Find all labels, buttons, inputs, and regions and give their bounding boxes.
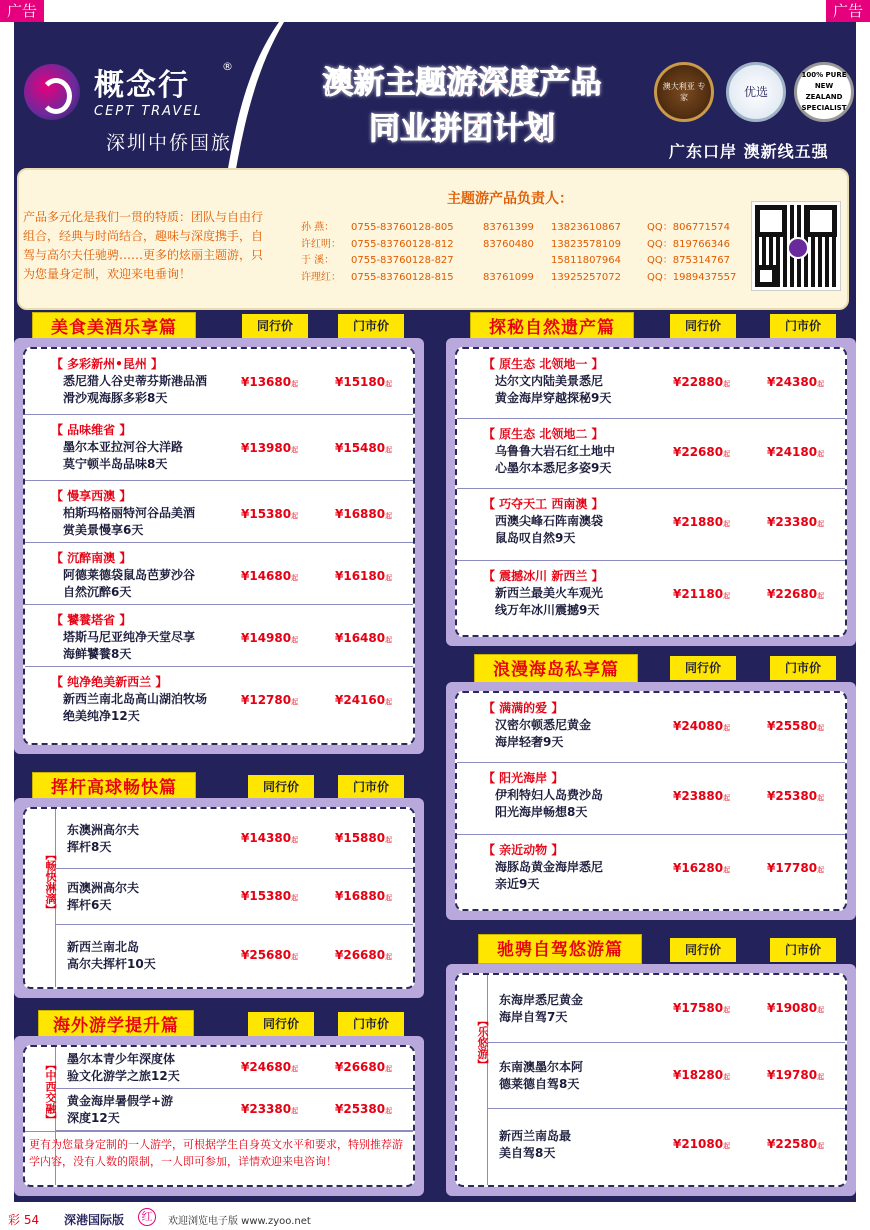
retail-price-value: ¥23380 [767, 515, 818, 529]
retail-price [335, 889, 392, 903]
product-name-line-2: 阳光海岸畅想8天 [495, 805, 588, 819]
price-unit-label: 起 [723, 1073, 731, 1081]
side-label: 【畅快淋漓】 [44, 849, 57, 915]
product-tag: 【 多彩新州•昆州 】 [51, 357, 164, 371]
contact-name: 许理红： [301, 271, 341, 283]
info-panel [17, 168, 849, 310]
peer-price [241, 1102, 298, 1116]
price-unit-label: 起 [817, 1142, 825, 1150]
red-circle-icon: 红 [138, 1208, 156, 1226]
retail-price-value: ¥22580 [767, 1137, 818, 1151]
website-text: 欢迎浏览电子版 www.zyoo.net [168, 1216, 311, 1227]
product-tag: 【 品味维省 】 [51, 423, 132, 437]
peer-price [241, 569, 298, 583]
section-frame-study [14, 1036, 424, 1196]
product-row [25, 349, 413, 415]
retail-price [335, 693, 392, 707]
product-card-nature [455, 347, 847, 637]
retail-price [767, 1068, 824, 1082]
peer-price-value: ¥22680 [673, 445, 724, 459]
peer-price [673, 861, 730, 875]
product-name-line-2: 挥杆8天 [67, 840, 112, 854]
peer-price-value: ¥18280 [673, 1068, 724, 1082]
price-unit-label: 起 [291, 894, 299, 902]
product-tag: 【 沉醉南澳 】 [51, 551, 132, 565]
product-tag: 【 饕餮塔省 】 [51, 613, 132, 627]
contacts-title: 主题游产品负责人： [447, 191, 573, 207]
contact-fax: 83761099 [483, 271, 534, 283]
price-unit-label: 起 [291, 574, 299, 582]
peer-price-label: 同行价 [248, 1012, 314, 1036]
product-name-line-1: 塔斯马尼亚纯净天堂尽享 [63, 630, 196, 644]
retail-price-value: ¥24180 [767, 445, 818, 459]
section-title-island: 浪漫海岛私享篇 [474, 654, 638, 684]
product-row [25, 667, 413, 731]
contact-mobile: 13823578109 [551, 238, 621, 250]
side-label: 【乐悠游】 [476, 1015, 489, 1070]
product-row [487, 1109, 845, 1181]
peer-price-value: ¥23380 [241, 1102, 292, 1116]
peer-price-value: ¥21180 [673, 587, 724, 601]
peer-price [241, 507, 298, 521]
product-name-line-1: 阿德莱德袋鼠岛芭萝沙谷 [63, 568, 196, 582]
retail-price-label: 门市价 [338, 1012, 404, 1036]
product-name-line-1: 东海岸悉尼黄金 [499, 993, 584, 1007]
product-tag: 【 原生态 北领地一 】 [483, 357, 604, 371]
price-unit-label: 起 [291, 512, 299, 520]
peer-price-value: ¥15380 [241, 889, 292, 903]
peer-price [241, 948, 298, 962]
brand-subtitle: 深圳中侨国旅 [106, 132, 233, 154]
product-row [55, 809, 413, 869]
price-unit-label: 起 [291, 380, 299, 388]
brand-english: CEPT TRAVEL [94, 104, 203, 119]
retail-price [335, 375, 392, 389]
product-name-line-2: 海岸自驾7天 [499, 1010, 568, 1024]
price-unit-label: 起 [723, 592, 731, 600]
section-frame-island [446, 682, 856, 920]
peer-price [241, 631, 298, 645]
peer-price [673, 719, 730, 733]
product-name-line-1: 西澳尖峰石阵南澳袋 [495, 514, 604, 528]
edition-name: 深港国际版 [64, 1213, 125, 1227]
retail-price-value: ¥17780 [767, 861, 818, 875]
retail-price-value: ¥15180 [335, 375, 386, 389]
peer-price [673, 1068, 730, 1082]
product-name-line-1: 东澳洲高尔夫 [67, 823, 140, 837]
contact-row [301, 253, 747, 270]
peer-price-value: ¥23880 [673, 789, 724, 803]
contact-row [301, 237, 747, 254]
retail-price [335, 507, 392, 521]
slogan: 广东口岸 澳新线五强 [669, 142, 829, 161]
retail-price [767, 375, 824, 389]
peer-price [673, 1001, 730, 1015]
product-name-line-1: 伊利特妇人岛费沙岛 [495, 788, 604, 802]
price-unit-label: 起 [723, 1142, 731, 1150]
retail-price [335, 631, 392, 645]
peer-price [673, 789, 730, 803]
product-name-line-2: 深度12天 [67, 1111, 120, 1125]
contact-qq: QQ：819766346 [647, 238, 731, 250]
price-unit-label: 起 [723, 1006, 731, 1014]
peer-price-label: 同行价 [670, 938, 736, 962]
peer-price [241, 1060, 298, 1074]
retail-price-label: 门市价 [770, 938, 836, 962]
product-name-line-2: 自然沉醉6天 [63, 585, 132, 599]
peer-price-value: ¥21880 [673, 515, 724, 529]
product-row [55, 925, 413, 987]
product-name-line-2: 高尔夫挥杆10天 [67, 957, 156, 971]
product-name-line-1: 墨尔本青少年深度体 [67, 1052, 176, 1066]
product-card-island [455, 691, 847, 911]
price-unit-label: 起 [291, 446, 299, 454]
peer-price-value: ¥22880 [673, 375, 724, 389]
product-name-line-2: 德莱德自驾8天 [499, 1077, 580, 1091]
product-name-line-2: 黄金海岸穿越探秘9天 [495, 391, 612, 405]
section-frame-food [14, 338, 424, 754]
peer-price [673, 587, 730, 601]
product-tag: 【 满满的爱 】 [483, 701, 564, 715]
award-badges [654, 62, 854, 126]
swoosh-decoration [224, 22, 284, 192]
product-tag: 【 慢享西澳 】 [51, 489, 132, 503]
price-unit-label: 起 [817, 1006, 825, 1014]
product-tag: 【 亲近动物 】 [483, 843, 564, 857]
contact-name: 于 溪： [301, 255, 335, 266]
contact-mobile: 13823610867 [551, 222, 621, 233]
price-unit-label: 起 [817, 380, 825, 388]
contact-fax [483, 253, 551, 270]
product-row [457, 561, 845, 631]
price-unit-label: 起 [723, 794, 731, 802]
peer-price-label: 同行价 [242, 314, 308, 338]
contact-name: 许红明： [301, 238, 341, 250]
product-name-line-1: 新西兰南北岛 [67, 940, 140, 954]
contact-fax: 83760480 [483, 238, 534, 250]
product-row [487, 975, 845, 1043]
product-row [487, 1043, 845, 1109]
ad-label-left: 广告 [0, 0, 44, 22]
product-name-line-1: 新西兰最美火车观光 [495, 586, 604, 600]
contact-tel: 0755-83760128-827 [351, 255, 454, 266]
section-title-study: 海外游学提升篇 [38, 1010, 194, 1040]
study-note-wrap [25, 1131, 413, 1181]
contact-name: 孙 燕： [301, 222, 335, 233]
product-row [25, 481, 413, 543]
retail-price-value: ¥25580 [767, 719, 818, 733]
product-name-line-2: 心墨尔本悉尼多姿9天 [495, 461, 612, 475]
product-tag: 【 巧夺天工 西南澳 】 [483, 497, 604, 511]
price-unit-label: 起 [291, 1107, 299, 1115]
headline-line-2: 同业拼团计划 [369, 111, 555, 147]
retail-price [335, 441, 392, 455]
retail-price [767, 861, 824, 875]
retail-price [335, 948, 392, 962]
peer-price-value: ¥13680 [241, 375, 292, 389]
product-tag: 【 纯净绝美新西兰 】 [51, 675, 168, 689]
product-row [457, 419, 845, 489]
product-name-line-1: 柏斯玛格丽特河谷品美酒 [63, 506, 196, 520]
section-title-nature: 探秘自然遗产篇 [470, 312, 634, 342]
price-unit-label: 起 [385, 446, 393, 454]
contact-mobile: 15811807964 [551, 255, 621, 266]
retail-price-value: ¥19080 [767, 1001, 818, 1015]
product-name-line-1: 海豚岛黄金海岸悉尼 [495, 860, 604, 874]
peer-price [673, 1137, 730, 1151]
product-row [25, 605, 413, 667]
contact-row [301, 270, 747, 287]
aussie-specialist-badge: 澳大利亚 专家 [654, 62, 714, 122]
product-card-golf [23, 807, 415, 989]
section-frame-golf [14, 798, 424, 998]
section-title-food: 美食美酒乐享篇 [32, 312, 196, 342]
ad-label-right: 广告 [826, 0, 870, 22]
retail-price-value: ¥16880 [335, 507, 386, 521]
ad-page [14, 22, 856, 1202]
retail-price-value: ¥19780 [767, 1068, 818, 1082]
retail-price-value: ¥22680 [767, 587, 818, 601]
peer-price-value: ¥12780 [241, 693, 292, 707]
section-title-golf: 挥杆高球畅快篇 [32, 772, 196, 802]
product-name-line-2: 滑沙观海豚多彩8天 [63, 391, 168, 405]
peer-price-label: 同行价 [670, 314, 736, 338]
product-row [55, 1047, 413, 1089]
price-unit-label: 起 [817, 1073, 825, 1081]
product-name-line-1: 达尔文内陆美景悉尼 [495, 374, 604, 388]
product-card-drive [455, 973, 847, 1187]
retail-price-label: 门市价 [770, 314, 836, 338]
product-name-line-2: 美自驾8天 [499, 1146, 556, 1160]
product-row [55, 1089, 413, 1131]
retail-price [767, 587, 824, 601]
product-name-line-1: 悉尼猎人谷史蒂芬斯港品酒 [63, 374, 208, 388]
price-unit-label: 起 [385, 1107, 393, 1115]
retail-price-value: ¥25380 [335, 1102, 386, 1116]
retail-price [767, 445, 824, 459]
retail-price [767, 1001, 824, 1015]
product-card-study [23, 1045, 415, 1187]
product-row [457, 693, 845, 763]
qr-code [752, 202, 840, 290]
price-unit-label: 起 [723, 380, 731, 388]
price-unit-label: 起 [291, 836, 299, 844]
peer-price [241, 831, 298, 845]
product-name-line-2: 莫宁顿半岛品味8天 [63, 457, 168, 471]
retail-price-label: 门市价 [338, 775, 404, 799]
section-frame-drive [446, 964, 856, 1196]
contact-qq: QQ：1989437557 [647, 271, 737, 283]
product-name-line-1: 汉密尔顿悉尼黄金 [495, 718, 592, 732]
price-unit-label: 起 [723, 520, 731, 528]
peer-price-value: ¥16280 [673, 861, 724, 875]
logo-icon [24, 64, 80, 120]
peer-price [241, 889, 298, 903]
price-unit-label: 起 [385, 636, 393, 644]
product-row [25, 415, 413, 481]
price-unit-label: 起 [291, 1065, 299, 1073]
contact-list [301, 220, 747, 286]
page-number: 彩 54 [8, 1213, 40, 1227]
retail-price-label: 门市价 [770, 656, 836, 680]
price-unit-label: 起 [291, 636, 299, 644]
peer-price-value: ¥24680 [241, 1060, 292, 1074]
product-row [457, 763, 845, 835]
contact-tel: 0755-83760128-805 [351, 222, 454, 233]
contact-qq: QQ：806771574 [647, 222, 731, 233]
retail-price [767, 515, 824, 529]
retail-price [335, 1060, 392, 1074]
peer-price-value: ¥13980 [241, 441, 292, 455]
product-name-line-1: 黄金海岸暑假学+游 [67, 1094, 174, 1108]
contact-row [301, 220, 747, 237]
retail-price [335, 831, 392, 845]
peer-price-value: ¥14680 [241, 569, 292, 583]
price-unit-label: 起 [817, 592, 825, 600]
contact-mobile: 13925257072 [551, 271, 621, 283]
registered-mark: ® [222, 60, 233, 73]
price-unit-label: 起 [723, 724, 731, 732]
product-row [457, 349, 845, 419]
product-row [55, 869, 413, 925]
page-footer [0, 1205, 870, 1230]
contact-tel: 0755-83760128-815 [351, 271, 454, 283]
product-name-line-2: 挥杆6天 [67, 898, 112, 912]
price-unit-label: 起 [817, 724, 825, 732]
product-name-line-2: 赏美景慢享6天 [63, 523, 144, 537]
study-note: 更有为您量身定制的一人游学，可根据学生自身英文水平和要求，特别推荐游学内容，没有人数的限制，一人即可参加，详情欢迎来电咨询！ [29, 1138, 403, 1168]
price-unit-label: 起 [291, 698, 299, 706]
section-frame-nature [446, 338, 856, 646]
product-tag: 【 阳光海岸 】 [483, 771, 564, 785]
peer-price [241, 375, 298, 389]
retail-price-value: ¥24380 [767, 375, 818, 389]
retail-price-value: ¥26680 [335, 1060, 386, 1074]
peer-price-value: ¥15380 [241, 507, 292, 521]
nz-specialist-badge: 100% PURE NEW ZEALAND SPECIALIST [794, 62, 854, 122]
retail-price [767, 1137, 824, 1151]
retail-price [335, 569, 392, 583]
product-name-line-1: 新西兰南岛最 [499, 1129, 572, 1143]
peer-price-value: ¥24080 [673, 719, 724, 733]
peer-price [673, 445, 730, 459]
headline-line-1: 澳新主题游深度产品 [322, 65, 602, 101]
peer-price [673, 515, 730, 529]
brand-logo [24, 60, 239, 170]
peer-price-value: ¥14380 [241, 831, 292, 845]
product-name-line-1: 西澳洲高尔夫 [67, 881, 140, 895]
product-row [457, 489, 845, 561]
price-unit-label: 起 [385, 1065, 393, 1073]
peer-price [241, 693, 298, 707]
price-unit-label: 起 [723, 450, 731, 458]
price-unit-label: 起 [385, 953, 393, 961]
product-name-line-2: 线万年冰川震撼9天 [495, 603, 600, 617]
preferred-partner-badge: 优选 [726, 62, 786, 122]
price-unit-label: 起 [817, 520, 825, 528]
product-row [457, 835, 845, 905]
qr-logo-icon [787, 237, 809, 259]
price-unit-label: 起 [385, 380, 393, 388]
peer-price-value: ¥14980 [241, 631, 292, 645]
product-name-line-2: 海鲜饕餮8天 [63, 647, 132, 661]
price-unit-label: 起 [817, 450, 825, 458]
contact-tel: 0755-83760128-812 [351, 238, 454, 250]
price-unit-label: 起 [291, 953, 299, 961]
retail-price-value: ¥24160 [335, 693, 386, 707]
retail-price [767, 719, 824, 733]
product-name-line-2: 绝美纯净12天 [63, 709, 140, 723]
product-name-line-2: 亲近9天 [495, 877, 540, 891]
price-unit-label: 起 [817, 794, 825, 802]
price-unit-label: 起 [385, 574, 393, 582]
product-name-line-1: 新西兰南北岛高山湖泊牧场 [63, 692, 208, 706]
product-name-line-2: 海岸轻奢9天 [495, 735, 564, 749]
product-row [25, 543, 413, 605]
peer-price-value: ¥17580 [673, 1001, 724, 1015]
retail-price-value: ¥26680 [335, 948, 386, 962]
price-unit-label: 起 [385, 836, 393, 844]
price-unit-label: 起 [385, 698, 393, 706]
product-name-line-1: 墨尔本亚拉河谷大洋路 [63, 440, 184, 454]
product-name-line-2: 验文化游学之旅12天 [67, 1069, 180, 1083]
headline [282, 60, 642, 152]
peer-price [241, 441, 298, 455]
price-unit-label: 起 [817, 866, 825, 874]
peer-price-label: 同行价 [670, 656, 736, 680]
intro-text: 产品多元化是我们一贯的特质：团队与自由行组合，经典与时尚结合，趣味与深度携手，自驾与高尔夫任驰骋……更多的炫丽主题游，只为您量身定制，欢迎来电垂询！ [23, 210, 264, 281]
retail-price-value: ¥15480 [335, 441, 386, 455]
product-name-line-1: 乌鲁鲁大岩石红土地中 [495, 444, 616, 458]
peer-price-label: 同行价 [248, 775, 314, 799]
retail-price-label: 门市价 [338, 314, 404, 338]
peer-price-value: ¥25680 [241, 948, 292, 962]
product-card-food [23, 347, 415, 745]
contact-qq: QQ：875314767 [647, 255, 731, 266]
side-label: 【中西交融】 [44, 1059, 57, 1125]
peer-price-value: ¥21080 [673, 1137, 724, 1151]
product-name-line-2: 鼠岛叹自然9天 [495, 531, 576, 545]
contact-fax: 83761399 [483, 222, 534, 233]
price-unit-label: 起 [385, 894, 393, 902]
peer-price [673, 375, 730, 389]
product-tag: 【 原生态 北领地二 】 [483, 427, 604, 441]
price-unit-label: 起 [385, 512, 393, 520]
product-name-line-1: 东南澳墨尔本阿 [499, 1060, 584, 1074]
retail-price-value: ¥16180 [335, 569, 386, 583]
retail-price [335, 1102, 392, 1116]
retail-price-value: ¥25380 [767, 789, 818, 803]
brand-name: 概念行 [94, 68, 190, 103]
product-tag: 【 震撼冰川 新西兰 】 [483, 569, 604, 583]
retail-price [767, 789, 824, 803]
price-unit-label: 起 [723, 866, 731, 874]
retail-price-value: ¥15880 [335, 831, 386, 845]
section-title-drive: 驰骋自驾悠游篇 [478, 934, 642, 964]
retail-price-value: ¥16480 [335, 631, 386, 645]
retail-price-value: ¥16880 [335, 889, 386, 903]
